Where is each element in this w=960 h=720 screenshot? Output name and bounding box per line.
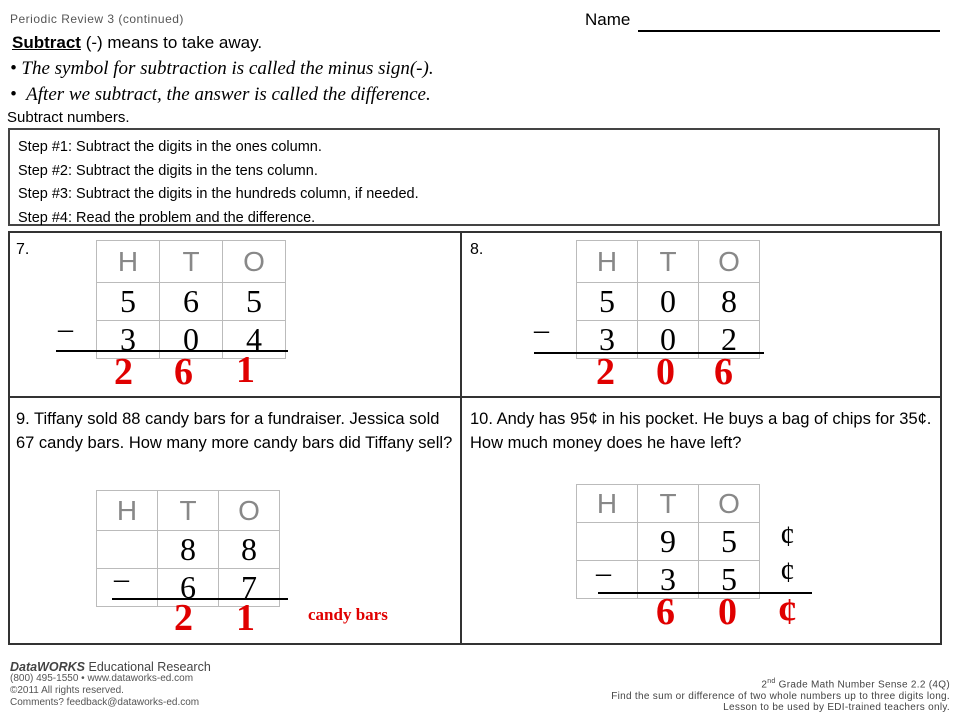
answer-tens-digit: 0 (656, 351, 675, 393)
lesson-usage-note: Lesson to be used by EDI-trained teachers only. (723, 702, 950, 714)
name-label: Name (585, 10, 631, 29)
copyright: ©2011 All rights reserved. (10, 685, 124, 696)
answer-ones-digit: 0 (718, 591, 737, 633)
hundreds-header: H (97, 491, 158, 531)
top-cent-sign: ¢ (780, 520, 795, 553)
bottom-cent-sign: ¢ (780, 556, 795, 589)
tens-header: T (638, 241, 699, 283)
problem-7-hto-chart (96, 240, 286, 359)
ones-header: O (219, 491, 280, 531)
difference-text: After we subtract, the answer is called the difference. (26, 84, 431, 105)
intro-definition (12, 33, 262, 53)
grid-vertical-divider (460, 231, 462, 645)
top-hundreds-digit: 5 (577, 283, 638, 321)
hundreds-header: H (577, 241, 638, 283)
bottom-hundreds-digit: 3 (97, 321, 160, 359)
bullet: • (10, 84, 17, 105)
minus-sign: – (114, 562, 129, 595)
hundreds-header: H (97, 241, 160, 283)
grid-horizontal-divider (8, 396, 942, 398)
step-4: Step #4: Read the problem and the difference. (18, 209, 316, 226)
publisher-contact: (800) 495-1550 • www.dataworks-ed.com (10, 673, 194, 684)
grade-number: 2 (761, 679, 768, 691)
answer-unit: candy bars (308, 605, 388, 624)
tens-header: T (160, 241, 223, 283)
top-tens-digit: 8 (158, 531, 219, 569)
grade-standard-text: Grade Math Number Sense 2.2 (4Q) (775, 679, 950, 691)
hundreds-header: H (577, 485, 638, 523)
brand-subtitle: Educational Research (85, 660, 211, 674)
bottom-ones-digit: 2 (699, 321, 760, 359)
top-ones-digit: 5 (223, 283, 286, 321)
answer-tens-digit: 6 (656, 591, 675, 633)
ones-header: O (223, 241, 286, 283)
top-tens-digit: 6 (160, 283, 223, 321)
grade-suffix: nd (767, 678, 776, 685)
answer-line (112, 598, 288, 600)
problem-10-text: 10. Andy has 95¢ in his pocket. He buys a bag of chips for 35¢. How much money does he have left? (470, 410, 932, 452)
bottom-tens-digit: 0 (638, 321, 699, 359)
comments-email: Comments? feedback@dataworks-ed.com (10, 697, 200, 708)
bottom-tens-digit: 0 (160, 321, 223, 359)
bottom-ones-digit: 5 (699, 561, 760, 599)
lesson-objective: Find the sum or difference of two whole numbers up to three digits long. (611, 690, 950, 702)
bottom-ones-digit: 7 (219, 569, 280, 607)
answer-ones-digit: 6 (714, 351, 733, 393)
step-2: Step #2: Subtract the digits in the tens column. (18, 162, 318, 179)
answer-cent-sign: ¢ (778, 591, 797, 633)
minus-sign: – (58, 312, 73, 345)
top-tens-digit: 9 (638, 523, 699, 561)
problem-8-hto-chart (576, 240, 760, 359)
name-line (638, 30, 940, 32)
definition-rest: (-) means to take away. (80, 33, 263, 52)
minus-sign: – (534, 313, 549, 346)
step-3: Step #3: Subtract the digits in the hundreds column, if needed. (18, 186, 419, 202)
lesson-info (611, 676, 950, 714)
answer-tens-digit: 2 (174, 597, 193, 639)
ones-header: O (699, 241, 760, 283)
answer-tens-digit: 6 (174, 351, 193, 393)
tens-header: T (638, 485, 699, 523)
steps-box (8, 128, 940, 226)
publisher-name (10, 661, 211, 673)
problem-7-number: 7. (16, 241, 30, 258)
bottom-ones-digit: 4 (223, 321, 286, 359)
publisher-info (10, 661, 211, 709)
step-1: Step #1: Subtract the digits in the ones column. (18, 139, 322, 155)
bottom-hundreds-digit: 3 (577, 321, 638, 359)
intro-minus-sign: • The symbol for subtraction is called the minus sign(-). (10, 58, 434, 79)
minus-sign: – (596, 556, 611, 589)
top-ones-digit: 8 (699, 283, 760, 321)
instruction: Subtract numbers. (7, 109, 130, 126)
problem-9-text: 9. Tiffany sold 88 candy bars for a fundraiser. Jessica sold 67 candy bars. How many more candy bars did Tiffany sell? (16, 410, 453, 452)
problem-8-number: 8. (470, 241, 484, 258)
subtract-term: Subtract (12, 33, 81, 52)
top-hundreds-digit: 5 (97, 283, 160, 321)
top-hundreds-digit (577, 523, 638, 561)
top-tens-digit: 0 (638, 283, 699, 321)
worksheet-subtitle: Periodic Review 3 (continued) (10, 12, 184, 26)
bottom-tens-digit: 6 (158, 569, 219, 607)
top-ones-digit: 8 (219, 531, 280, 569)
answer-ones-digit: 1 (236, 597, 255, 639)
answer-ones-digit: 1 (236, 349, 255, 391)
ones-header: O (699, 485, 760, 523)
top-ones-digit: 5 (699, 523, 760, 561)
grade-standard (611, 676, 950, 691)
brand-logo-text: DataWORKS (10, 660, 86, 674)
answer-hundreds-digit: 2 (596, 351, 615, 393)
answer-hundreds-digit: 2 (114, 351, 133, 393)
intro-difference (10, 84, 431, 106)
tens-header: T (158, 491, 219, 531)
bottom-tens-digit: 3 (638, 561, 699, 599)
